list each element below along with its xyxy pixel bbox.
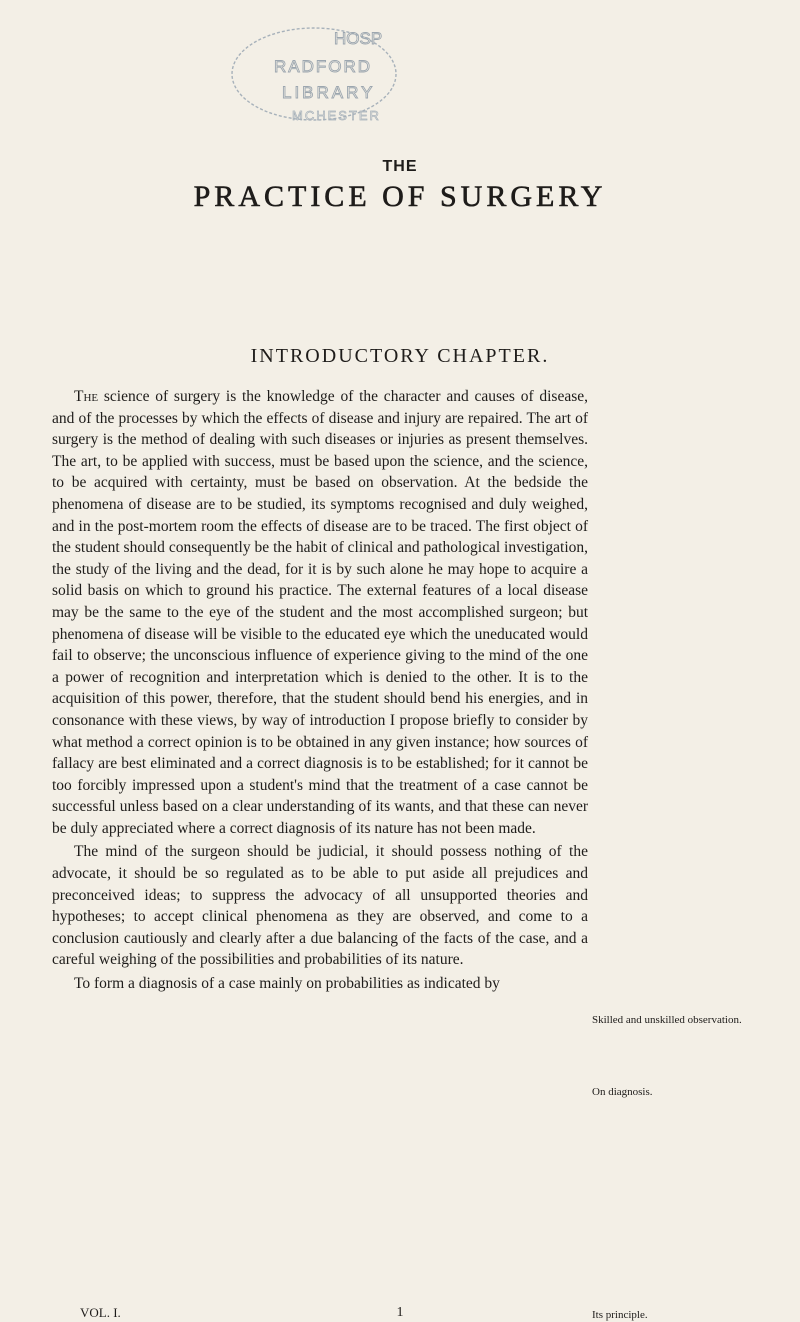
book-title: PRACTICE OF SURGERY xyxy=(193,180,607,213)
paragraph-3-text: To form a diagnosis of a case mainly on probabilities as indicated by xyxy=(74,975,500,993)
stamp-line-4: MCHESTER xyxy=(292,108,381,123)
chapter-heading: INTRODUCTORY CHAPTER. xyxy=(250,345,550,367)
margin-note-observation: Skilled and unskilled observation. xyxy=(592,1014,742,1026)
volume-label: VOL. I. xyxy=(80,1305,121,1320)
page-number: 1 xyxy=(396,1305,404,1320)
stamp-line-2: RADFORD xyxy=(274,57,373,76)
library-stamp-graphic xyxy=(222,22,402,127)
stamp-line-1: HOSP xyxy=(334,29,383,48)
title-prefix: THE xyxy=(382,158,418,175)
stamp-line-3: LIBRARY xyxy=(282,83,376,102)
paragraph-1-lead: The xyxy=(74,388,99,405)
library-stamp xyxy=(222,22,402,127)
paragraph-2 xyxy=(52,841,588,971)
paragraph-1 xyxy=(52,386,588,839)
paragraph-2-text: The mind of the surgeon should be judicial, it should possess nothing of the advocate, it should be so regulated as to be able to put aside all prejudices and preconceived ideas; to suppress the advocacy of all unsupported theories and hypotheses; to accept clinical phenomena as they are observed, and come to a conclusion cautiously and clearly after a due balancing of the facts of the case, and a careful weighing of the possibilities and probabilities of its nature. xyxy=(52,843,588,969)
margin-note-diagnosis: On diagnosis. xyxy=(592,1086,653,1098)
paragraph-1-text: science of surgery is the knowledge of the character and causes of disease, and of the processes by which the effects of disease and injury are repaired. The art of surgery is the method of dealing with such diseases or injuries as present themselves. The art, to be applied with success, must be based upon the science, and the science, to be acquired with certainty, must be based on observation. At the bedside the phenomena of disease are to be studied, its symptoms recognised and duly weighed, and in the post-mortem room the effects of disease are to be traced. The first object of the student should consequently be the habit of clinical and pathological investigation, the study of the living and the dead, for it is by such alone he may hope to acquire a solid basis on which to ground his practice. The external features of a local disease may be the same to the eye of the student and the most accomplished surgeon; but phenomena of disease will be visible to the educated eye which the uneducated would fail to observe; the unconscious influence of experience giving to the mind of the one a power of recognition and interpretation which is denied to the other. It is to the acquisition of this power, therefore, that the student should bend his energies, and in consonance with these views, by way of introduction I propose briefly to consider by what method a correct opinion is to be obtained in any given instance; how sources of fallacy are best eliminated and a correct diagnosis is to be established; for it cannot be too forcibly impressed upon a student's mind that the treatment of a case cannot be successful unless based on a clear understanding of its wants, and that these can never be duly appreciated where a correct diagnosis of its nature has not been made. xyxy=(52,388,588,837)
margin-note-principle: Its principle. xyxy=(592,1309,648,1321)
body-text xyxy=(52,386,588,995)
paragraph-3 xyxy=(52,973,588,995)
